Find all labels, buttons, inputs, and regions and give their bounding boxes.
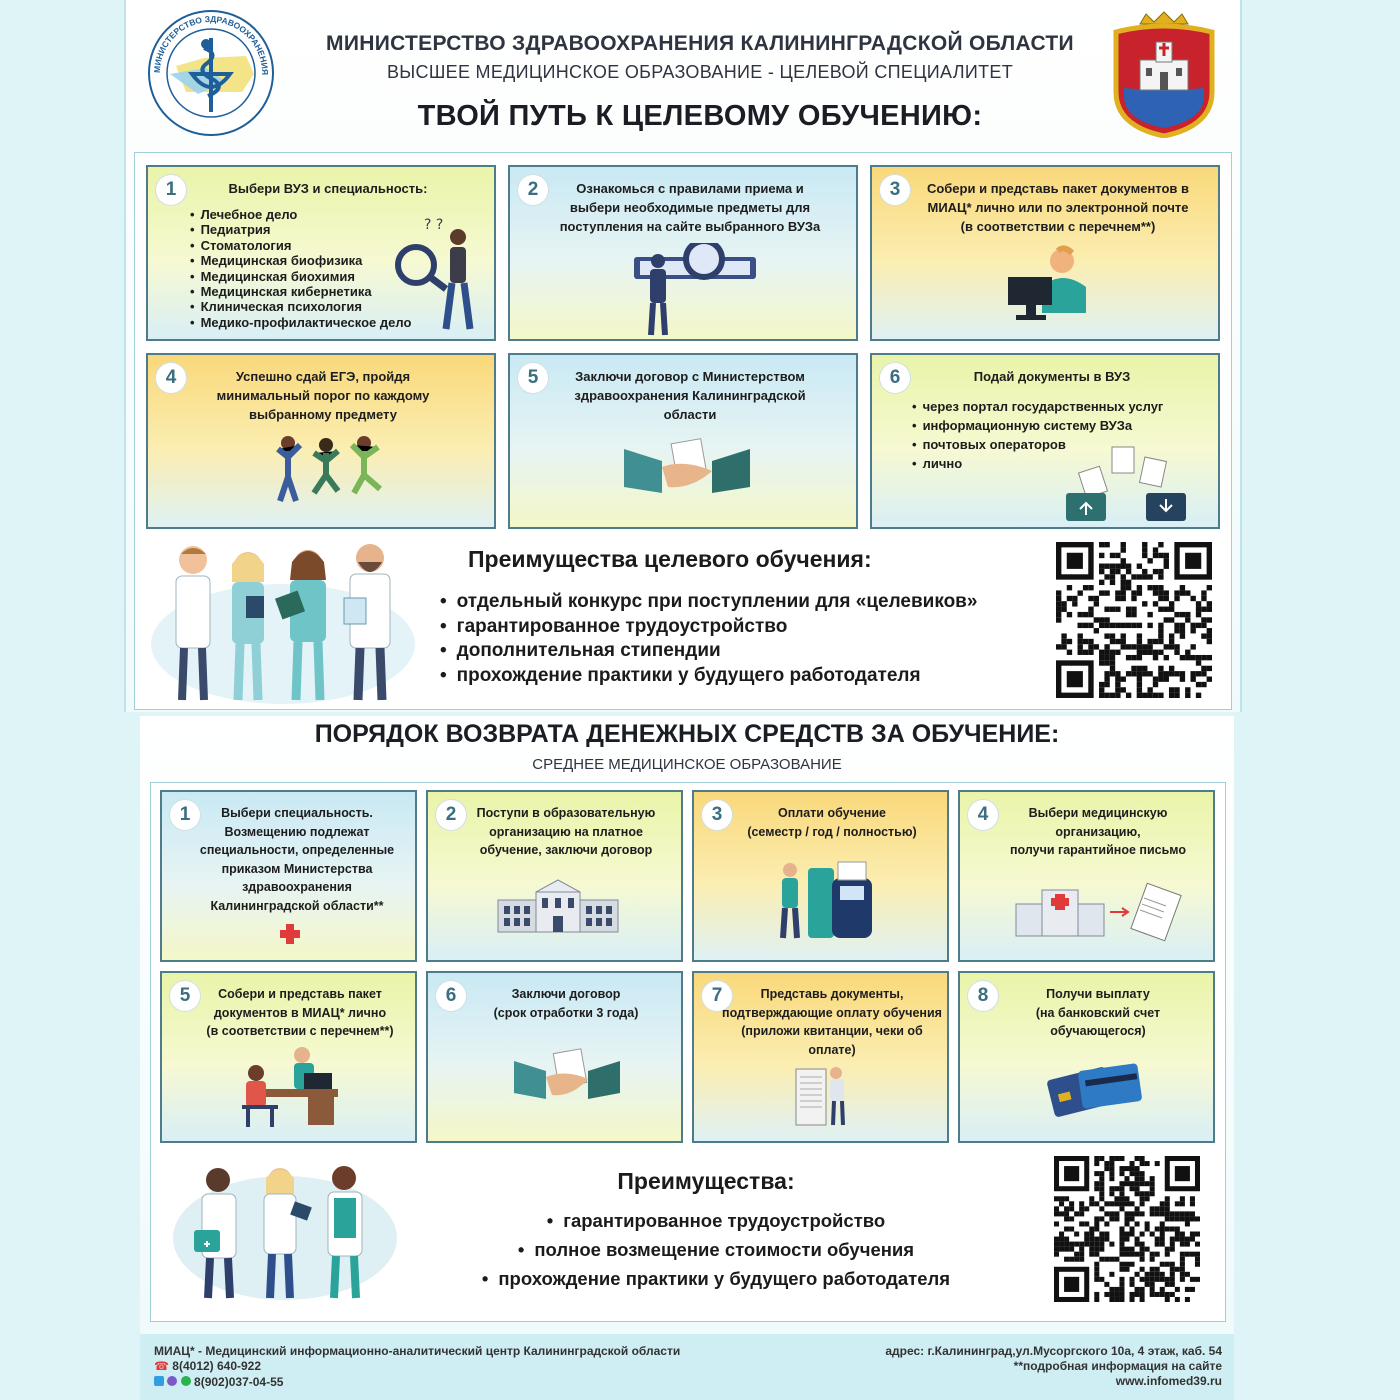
doctors-group-illustration [148, 534, 418, 706]
ministry-name: МИНИСТЕРСТВО ЗДРАВООХРАНЕНИЯ КАЛИНИНГРАДСКОЙ ОБЛАСТИ [326, 32, 1074, 55]
hospital-letter-illustration [1014, 882, 1188, 946]
whatsapp-icon [181, 1376, 191, 1386]
phone-mobile [154, 1375, 283, 1389]
list-item: • Лечебное дело [190, 207, 411, 222]
step-text: Выбери специальность. Возмещению подлежат специальности, определенные приказом Министерства здравоохранения Калининградской области** [199, 806, 395, 913]
svg-text:? ?: ? ? [424, 217, 444, 233]
step-text: Поступи в образовательную организацию на платное обучение, заключи договор [476, 806, 656, 858]
refund-step-3 [692, 790, 949, 962]
step-text: Выбери медицинскую организацию, получи гарантийное письмо [1009, 806, 1186, 858]
step-number: 1 [156, 175, 186, 205]
list-item: • Педиатрия [190, 222, 411, 237]
step-number: 2 [518, 175, 548, 205]
step-text: Представь документы, подтверждающие оплату обучения (приложи квитанции, чеки об оплате) [722, 987, 942, 1057]
refund-step-7 [692, 971, 949, 1143]
step-number: 4 [968, 800, 998, 830]
viber-icon [167, 1376, 177, 1386]
list-item: • дополнительная стипендии [440, 639, 977, 664]
list-item: • лично [912, 454, 1163, 473]
qr-code[interactable] [1056, 542, 1212, 698]
footer [140, 1334, 1234, 1400]
step-text: Ознакомься с правилами приема и выбери необходимые предметы для поступления на сайте выбранного ВУЗа [559, 181, 821, 234]
ministry-emblem-logo [146, 8, 276, 138]
path-step-1 [146, 165, 496, 341]
step-text: Успешно сдай ЕГЭ, пройдя минимальный порог по каждому выбранному предмету [216, 369, 430, 422]
list-item: • отдельный конкурс при поступлении для «целевиков» [440, 590, 977, 615]
medical-team-illustration [170, 1158, 400, 1304]
step-number: 3 [880, 175, 910, 205]
bank-cards-illustration [1046, 1059, 1146, 1121]
phone-landline [154, 1359, 261, 1373]
step-text: Оплати обучение (семестр / год / полностью) [747, 806, 917, 839]
step-text: Собери и представь пакет документов в МИАЦ* лично (в соответствии с перечнем**) [206, 987, 394, 1039]
step-text: Заключи договор (срок отработки 3 года) [493, 987, 639, 1020]
list-item: • гарантированное трудоустройство [440, 615, 977, 640]
advantages-title: Преимущества: [617, 1168, 795, 1194]
telegram-icon [154, 1376, 164, 1386]
document-folders-illustration [1056, 439, 1216, 525]
path-step-4 [146, 353, 496, 529]
path-step-6 [870, 353, 1220, 529]
step-title: Подай документы в ВУЗ [973, 369, 1131, 384]
phone-number[interactable]: 8(902)037-04-55 [194, 1375, 284, 1389]
step-number: 1 [170, 800, 200, 830]
document-submission-illustration [238, 1045, 348, 1131]
list-item: • почтовых операторов [912, 435, 1163, 454]
list-item: • гарантированное трудоустройство [456, 1206, 976, 1235]
refund-step-4 [958, 790, 1215, 962]
list-item: • Медицинская биохимия [190, 269, 411, 284]
red-cross-icon [278, 922, 302, 946]
step-number: 6 [880, 363, 910, 393]
step-number: 7 [702, 981, 732, 1011]
list-item: • Медицинская биофизика [190, 253, 411, 268]
step-text: Заключи договор с Министерством здравоохранения Калининградской области [574, 369, 806, 422]
advantages-list [440, 590, 977, 688]
step-number: 4 [156, 363, 186, 393]
refund-step-8 [958, 971, 1215, 1143]
refund-step-2 [426, 790, 683, 962]
phone-icon: ☎ [154, 1359, 169, 1373]
jumping-students-illustration [268, 431, 388, 511]
magnifier-person-illustration [386, 207, 496, 337]
list-item: • прохождение практики у будущего работодателя [440, 664, 977, 689]
path-step-2 [508, 165, 858, 341]
step-number: 5 [518, 363, 548, 393]
payment-terminal-illustration [772, 858, 882, 942]
list-item: • прохождение практики у будущего работодателя [456, 1264, 976, 1293]
refund-title: ПОРЯДОК ВОЗВРАТА ДЕНЕЖНЫХ СРЕДСТВ ЗА ОБУЧЕНИЕ: [314, 720, 1060, 748]
miac-definition: МИАЦ* - Медицинский информационно-аналитический центр Калининградской области [154, 1344, 681, 1358]
path-step-3 [870, 165, 1220, 341]
list-item: • Медицинская кибернетика [190, 284, 411, 299]
college-building-illustration [496, 878, 620, 934]
refund-step-5 [160, 971, 417, 1143]
step-title: Выбери ВУЗ и специальность: [228, 181, 428, 196]
list-item: • через портал государственных услуг [912, 397, 1163, 416]
list-item: • Клиническая психология [190, 299, 411, 314]
refund-step-6 [426, 971, 683, 1143]
step-number: 2 [436, 800, 466, 830]
website-link[interactable]: www.infomed39.ru [1115, 1374, 1222, 1388]
browser-search-illustration [630, 243, 760, 337]
receipt-document-illustration [792, 1063, 852, 1129]
refund-step-1 [160, 790, 417, 962]
handshake-illustration [622, 437, 752, 507]
advantages-list [456, 1206, 976, 1293]
phone-number[interactable]: 8(4012) 640-922 [172, 1359, 262, 1373]
path-step-5 [508, 353, 858, 529]
step-text: Собери и представь пакет документов в МИАЦ* лично или по электронной почте (в соответствии с перечнем**) [926, 181, 1190, 234]
step-number: 6 [436, 981, 466, 1011]
program-subtitle: ВЫСШЕЕ МЕДИЦИНСКОЕ ОБРАЗОВАНИЕ - ЦЕЛЕВОЙ СПЕЦИАЛИТЕТ [387, 62, 1013, 82]
refund-subtitle: СРЕДНЕЕ МЕДИЦИНСКОЕ ОБРАЗОВАНИЕ [532, 756, 842, 773]
list-item: • Медико-профилактическое дело [190, 315, 411, 330]
specialties-list [190, 207, 411, 330]
info-note: **подробная информация на сайте [1013, 1359, 1222, 1373]
advantages-title: Преимущества целевого обучения: [468, 546, 872, 572]
emblem-arc-text: МИНИСТЕРСТВО ЗДРАВООХРАНЕНИЯ [151, 13, 271, 76]
list-item: • информационную систему ВУЗа [912, 416, 1163, 435]
handshake-illustration [512, 1047, 622, 1117]
list-item: • полное возмещение стоимости обучения [456, 1235, 976, 1264]
qr-code[interactable] [1054, 1156, 1200, 1302]
step-text: Получи выплату (на банковский счет обучающегося) [1035, 987, 1161, 1039]
page-title: ТВОЙ ПУТЬ К ЦЕЛЕВОМУ ОБУЧЕНИЮ: [417, 100, 983, 132]
step-number: 5 [170, 981, 200, 1011]
step-number: 3 [702, 800, 732, 830]
coat-of-arms-logo [1110, 10, 1218, 138]
step-number: 8 [968, 981, 998, 1011]
computer-user-illustration [1002, 243, 1102, 337]
list-item: • Стоматология [190, 238, 411, 253]
address: адрес: г.Калининград,ул.Мусоргского 10а, 4 этаж, каб. 54 [885, 1344, 1222, 1358]
